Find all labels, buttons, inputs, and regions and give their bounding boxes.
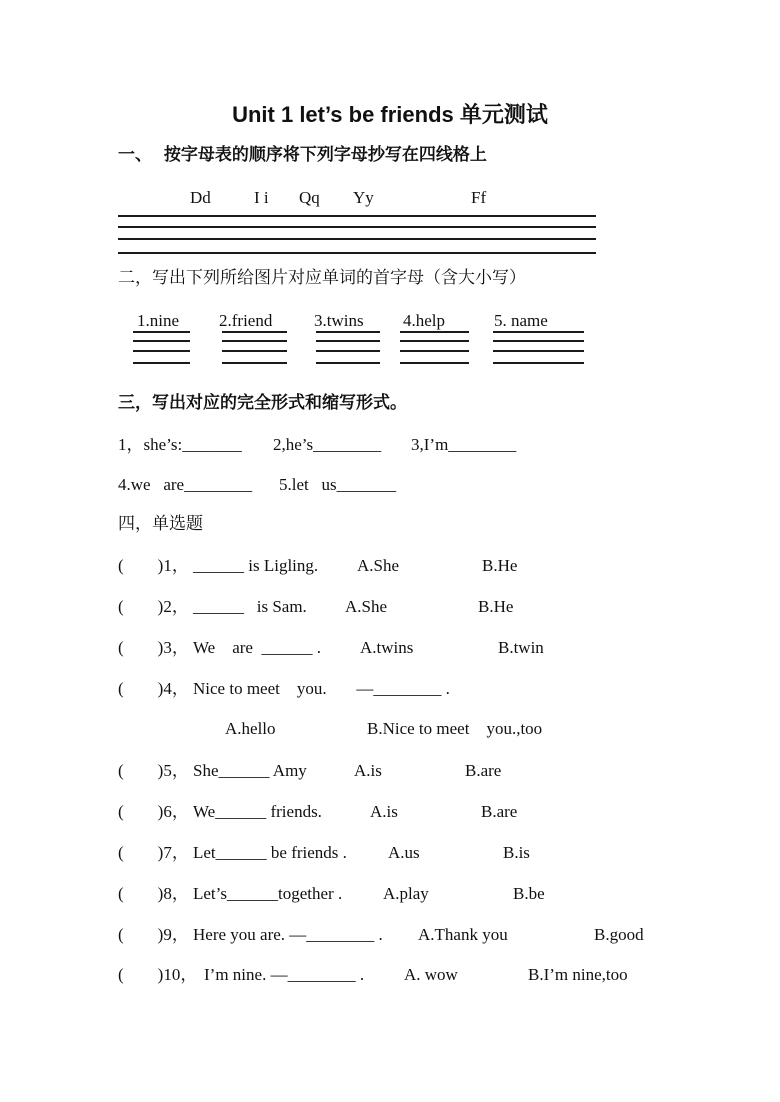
question-7-option-b: B.is (503, 843, 530, 862)
grid-line (118, 252, 596, 254)
question-10-paren: ( )10， (118, 965, 198, 984)
question-6-paren: ( )6， (118, 802, 189, 821)
section2-heading: 二，写出下列所给图片对应单词的首字母（含大小写） (118, 268, 526, 288)
letter-ii: I i (254, 188, 269, 207)
word-help: 4.help (403, 311, 446, 330)
letter-qq: Qq (299, 188, 320, 207)
question-9-paren: ( )9， (118, 925, 189, 944)
question-3-option-b: B.twin (498, 638, 544, 657)
letter-yy: Yy (353, 188, 374, 207)
question-7-stem: Let______ be friends . (193, 843, 347, 862)
question-8-option-a: A.play (383, 884, 429, 903)
question-6-option-a: A.is (370, 802, 398, 821)
contraction-item-2: 2,he’s________ (273, 435, 382, 454)
question-5-option-a: A.is (354, 761, 382, 780)
question-3-option-a: A.twins (360, 638, 414, 657)
page-title: Unit 1 let’s be friends 单元测试 (232, 102, 548, 127)
question-2-option-b: B.He (478, 597, 514, 616)
question-4-option-a: A.hello (225, 719, 276, 738)
question-8-option-b: B.be (513, 884, 545, 903)
letter-dd: Dd (190, 188, 211, 207)
question-3-paren: ( )3， (118, 638, 189, 657)
word-twins: 3.twins (314, 311, 364, 330)
question-1-stem: ______ is Ligling. (193, 556, 319, 575)
question-2-option-a: A.She (345, 597, 388, 616)
question-8-stem: Let’s______together . (193, 884, 343, 903)
question-9-option-b: B.good (594, 925, 644, 944)
contraction-item-5: 5.let us_______ (279, 475, 397, 494)
question-4-stem: Nice to meet you. —________ . (193, 679, 450, 698)
question-2-stem: ______ is Sam. (193, 597, 307, 616)
section3-heading: 三，写出对应的完全形式和缩写形式。 (118, 393, 407, 413)
question-1-option-a: A.She (357, 556, 400, 575)
question-10-option-b: B.I’m nine,too (528, 965, 628, 984)
word-nine: 1.nine (137, 311, 180, 330)
section4-heading: 四，单选题 (118, 514, 203, 534)
grid-line (118, 215, 596, 217)
letter-ff: Ff (471, 188, 487, 207)
section1-heading: 一、 按字母表的顺序将下列字母抄写在四线格上 (118, 145, 487, 165)
question-10-option-a: A. wow (404, 965, 458, 984)
question-7-paren: ( )7， (118, 843, 189, 862)
question-9-stem: Here you are. —________ . (193, 925, 383, 944)
word-name: 5. name (494, 311, 548, 330)
grid-line (118, 226, 596, 228)
question-1-paren: ( )1， (118, 556, 189, 575)
contraction-item-4: 4.we are________ (118, 475, 253, 494)
contraction-item-1: 1，she’s:_______ (118, 435, 242, 454)
question-10-stem: I’m nine. —________ . (204, 965, 365, 984)
grid-line (118, 238, 596, 240)
question-8-paren: ( )8， (118, 884, 189, 903)
question-1-option-b: B.He (482, 556, 518, 575)
question-4-paren: ( )4， (118, 679, 189, 698)
word-friend: 2.friend (219, 311, 273, 330)
question-2-paren: ( )2， (118, 597, 189, 616)
question-9-option-a: A.Thank you (418, 925, 508, 944)
question-7-option-a: A.us (388, 843, 420, 862)
question-5-paren: ( )5， (118, 761, 189, 780)
question-4-option-b: B.Nice to meet you.,too (367, 719, 543, 738)
question-6-option-b: B.are (481, 802, 518, 821)
contraction-item-3: 3,I’m________ (411, 435, 517, 454)
question-6-stem: We______ friends. (193, 802, 322, 821)
question-3-stem: We are ______ . (193, 638, 321, 657)
question-5-stem: She______ Amy (193, 761, 307, 780)
question-5-option-b: B.are (465, 761, 502, 780)
